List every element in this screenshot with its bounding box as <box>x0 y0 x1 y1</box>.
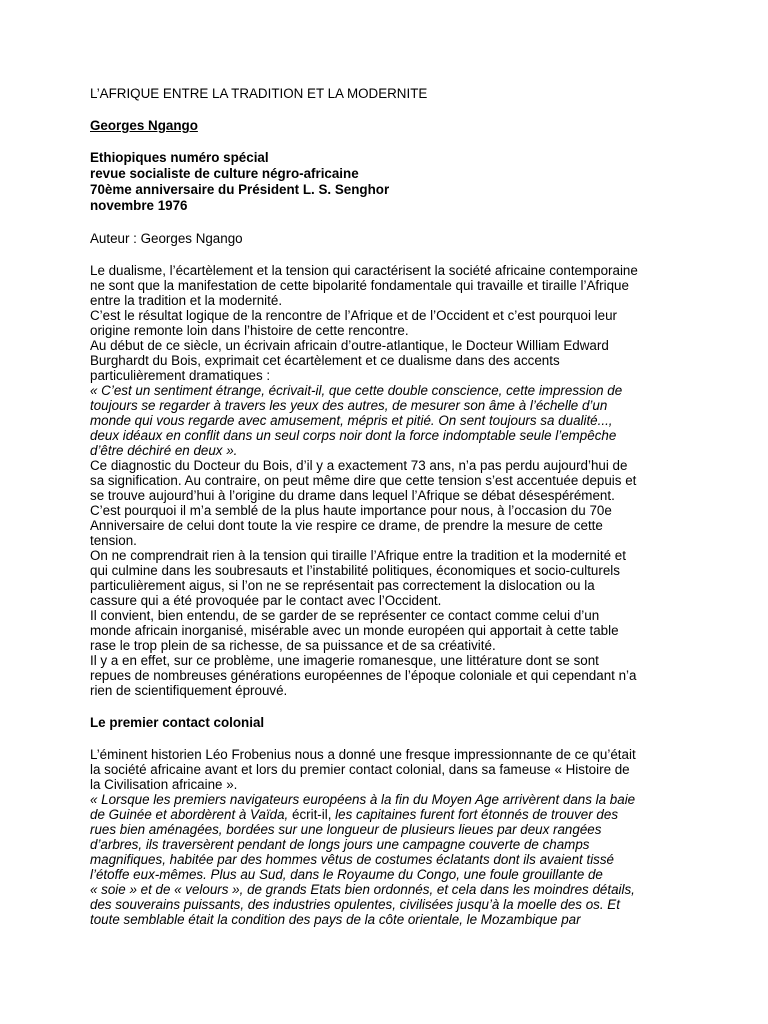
text-line: Le dualisme, l’écartèlement et la tension qui caractérisent la société africaine contemporaine <box>90 263 638 278</box>
quote-line-mixed <box>90 807 708 822</box>
text-line: On ne comprendrait rien à la tension qui tiraille l’Afrique entre la tradition et la modernité et <box>90 548 626 563</box>
text-line: sa signification. Au contraire, on peut même dire que cette tension s’est accentuée depuis et <box>90 473 637 488</box>
document-title: L’AFRIQUE ENTRE LA TRADITION ET LA MODERNITE <box>90 86 428 101</box>
text-line: rase le trop plein de sa richesse, de sa puissance et de sa créativité. <box>90 638 496 653</box>
publication-line: novembre 1976 <box>90 198 188 213</box>
text-line: Il convient, bien entendu, de se garder de se représenter ce contact comme celui d’un <box>90 608 600 623</box>
text-line: Anniversaire de celui dont toute la vie respire ce drame, de prendre la mesure de cette <box>90 518 603 533</box>
quote-line: toujours se regarder à travers les yeux des autres, de mesurer son âme à l’échelle d’un <box>90 398 608 413</box>
text-line: Au début de ce siècle, un écrivain africain d’outre-atlantique, le Docteur William Edward <box>90 338 609 353</box>
text-line: Il y a en effet, sur ce problème, une imagerie romanesque, une littérature dont se sont <box>90 653 599 668</box>
quote-line: « Lorsque les premiers navigateurs européens à la fin du Moyen Age arrivèrent dans la baie <box>90 792 636 807</box>
quote-line: « soie » et de « velours », de grands Etats bien ordonnés, et cela dans les moindres détails, <box>90 882 635 897</box>
text-line: C’est le résultat logique de la rencontre de l’Afrique et de l’Occident et c’est pourquoi leur <box>90 308 617 323</box>
text-line: L’éminent historien Léo Frobenius nous a donné une fresque impressionnante de ce qu’était <box>90 747 636 762</box>
quote-fragment: les capitaines furent fort étonnés de trouver des <box>331 807 619 822</box>
body-section-1 <box>90 263 708 698</box>
quote-line: d’être déchiré en deux ». <box>90 443 238 458</box>
text-line: la Civilisation africaine ». <box>90 777 238 792</box>
text-line: origine remonte loin dans l’histoire de cette rencontre. <box>90 323 409 338</box>
publication-line: 70ème anniversaire du Président L. S. Senghor <box>90 182 390 197</box>
text-line: se trouve aujourd’hui à l’origine du drame dans lequel l’Afrique se débat désespérément. <box>90 488 615 503</box>
author-heading: Georges Ngango <box>90 118 198 133</box>
text-line: C’est pourquoi il m’a semblé de la plus haute importance pour nous, à l’occasion du 70e <box>90 503 612 518</box>
quote-line: « C’est un sentiment étrange, écrivait-il, que cette double conscience, cette impression de <box>90 383 623 398</box>
quote-line: toute semblable était la condition des pays de la côte orientale, le Mozambique par <box>90 912 581 927</box>
text-line: qui culmine dans les soubresauts et l’instabilité politiques, économiques et socio-culturels <box>90 563 620 578</box>
author-line: Auteur : Georges Ngango <box>90 231 243 246</box>
text-line: monde africain inorganisé, misérable avec un monde européen qui apportait à cette table <box>90 623 619 638</box>
publication-line: Ethiopiques numéro spécial <box>90 150 269 165</box>
text-line: repues de nombreuses générations européennes de l’époque coloniale et qui cependant n’a <box>90 668 637 683</box>
quote-attribution: écrit-il, <box>292 807 332 822</box>
text-line: particulièrement aigus, si l’on ne se représentait pas correctement la dislocation ou la <box>90 578 595 593</box>
quote-line: d’arbres, ils traversèrent pendant de longs jours une campagne couverte de champs <box>90 837 590 852</box>
publication-info <box>90 150 708 214</box>
body-section-2 <box>90 747 708 927</box>
quote-line: rues bien aménagées, bordées sur une longueur de plusieurs lieues par deux rangées <box>90 822 602 837</box>
text-line: entre la tradition et la modernité. <box>90 293 283 308</box>
text-line: cassure qui a été provoquée par le contact avec l’Occident. <box>90 593 442 608</box>
quote-line: monde qui vous regarde avec amusement, mépris et pitié. On sent toujours sa dualité..., <box>90 413 613 428</box>
section-heading: Le premier contact colonial <box>90 715 265 730</box>
publication-line: revue socialiste de culture négro-africaine <box>90 166 359 181</box>
quote-line: deux idéaux en conflit dans un seul corps noir dont la force indomptable seule l’empêche <box>90 428 617 443</box>
quote-line: magnifiques, habitée par des hommes vêtus de costumes éclatants dont ils avaient tissé <box>90 852 615 867</box>
text-line: la société africaine avant et lors du premier contact colonial, dans sa fameuse « Histoire de <box>90 762 630 777</box>
quote-fragment: de Guinée et abordèrent à Vaïda, <box>90 807 292 822</box>
text-line: tension. <box>90 533 137 548</box>
text-line: Burghardt du Bois, exprimait cet écartèlement et ce dualisme dans des accents <box>90 353 560 368</box>
quote-line: des souverains puissants, des industries opulentes, civilisées jusqu’à la moelle des os. Et <box>90 897 620 912</box>
text-line: particulièrement dramatiques : <box>90 368 271 383</box>
text-line: Ce diagnostic du Docteur du Bois, d’il y a exactement 73 ans, n’a pas perdu aujourd’hui de <box>90 458 628 473</box>
text-line: ne sont que la manifestation de cette bipolarité fondamentale qui travaille et tiraille l’Afrique <box>90 278 629 293</box>
text-line: rien de scientifiquement éprouvé. <box>90 683 288 698</box>
quote-line: l’étoffe eux-mêmes. Plus au Sud, dans le Royaume du Congo, une foule grouillante de <box>90 867 603 882</box>
